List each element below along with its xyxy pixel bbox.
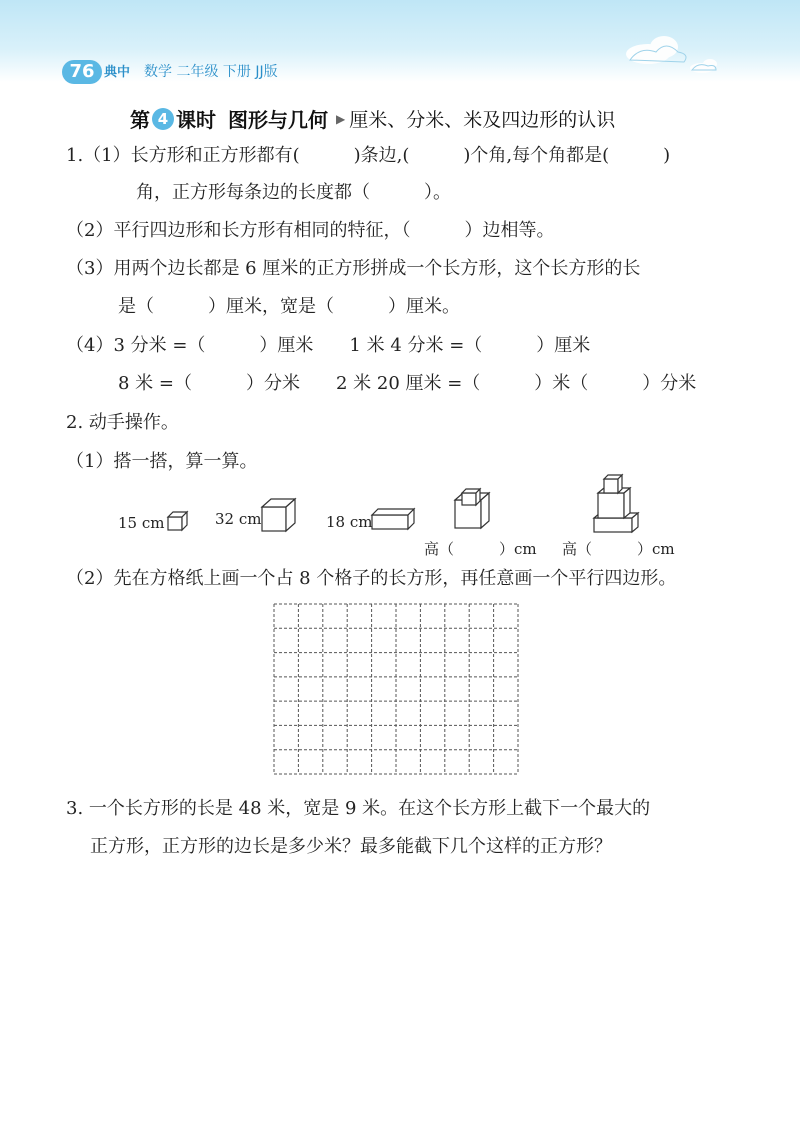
book-info: 数学 二年级 下册 JJ版	[144, 64, 278, 80]
brand-logo: 典中	[104, 65, 131, 80]
q2-part1: （1）搭一搭，算一算。	[66, 451, 258, 472]
q1-part1-line2: 角，正方形每条边的长度都（ ）。	[136, 182, 451, 203]
lesson-suffix: 课时	[176, 108, 216, 132]
grid-paper[interactable]	[273, 603, 519, 775]
long-block-figure	[372, 509, 414, 529]
lesson-number-badge: 4	[152, 108, 174, 130]
q1-part2: （2）平行四边形和长方形有相同的特征，（ ）边相等。	[66, 220, 555, 241]
cube-small-figure	[168, 512, 187, 530]
q1-part4-line2: 8 米 =（ ）分米 2 米 20 厘米 =（ ）米（ ）分米	[118, 373, 697, 394]
stack-tower-1-figure	[455, 489, 489, 528]
q1-part3-line1: （3）用两个边长都是 6 厘米的正方形拼成一个长方形，这个长方形的长	[66, 258, 641, 279]
lesson-subtitle: 厘米、分米、米及四边形的认识	[349, 109, 616, 131]
cube-label-32: 32 cm	[215, 510, 262, 528]
q1-part1-line1: 1.（1）长方形和正方形都有( )条边,( )个角,每个角都是( )	[66, 145, 671, 166]
page-number: 76	[62, 60, 102, 84]
cube-label-15: 15 cm	[118, 514, 165, 532]
q2-part2: （2）先在方格纸上画一个占 8 个格子的长方形，再任意画一个平行四边形。	[66, 568, 677, 589]
dashed-grid	[273, 603, 519, 775]
cube-medium-figure	[262, 499, 295, 531]
q2-title: 2. 动手操作。	[66, 412, 179, 433]
q3-line1: 3. 一个长方形的长是 48 米，宽是 9 米。在这个长方形上截下一个最大的	[66, 798, 651, 819]
lesson-prefix: 第	[130, 108, 150, 132]
lesson-topic: 图形与几何	[228, 108, 328, 132]
q3-line2: 正方形，正方形的边长是多少米？最多能截下几个这样的正方形？	[90, 836, 612, 857]
stack-tower-2-figure	[594, 475, 638, 532]
triangle-arrow-icon: ▶	[336, 111, 346, 126]
answer-height-2: 高（ ）cm	[562, 540, 675, 558]
cube-label-18: 18 cm	[326, 513, 373, 531]
q1-part4-line1: （4）3 分米 =（ ）厘米 1 米 4 分米 =（ ）厘米	[66, 335, 591, 356]
q1-part3-line2: 是（ ）厘米，宽是（ ）厘米。	[118, 296, 460, 317]
answer-height-1: 高（ ）cm	[424, 540, 537, 558]
